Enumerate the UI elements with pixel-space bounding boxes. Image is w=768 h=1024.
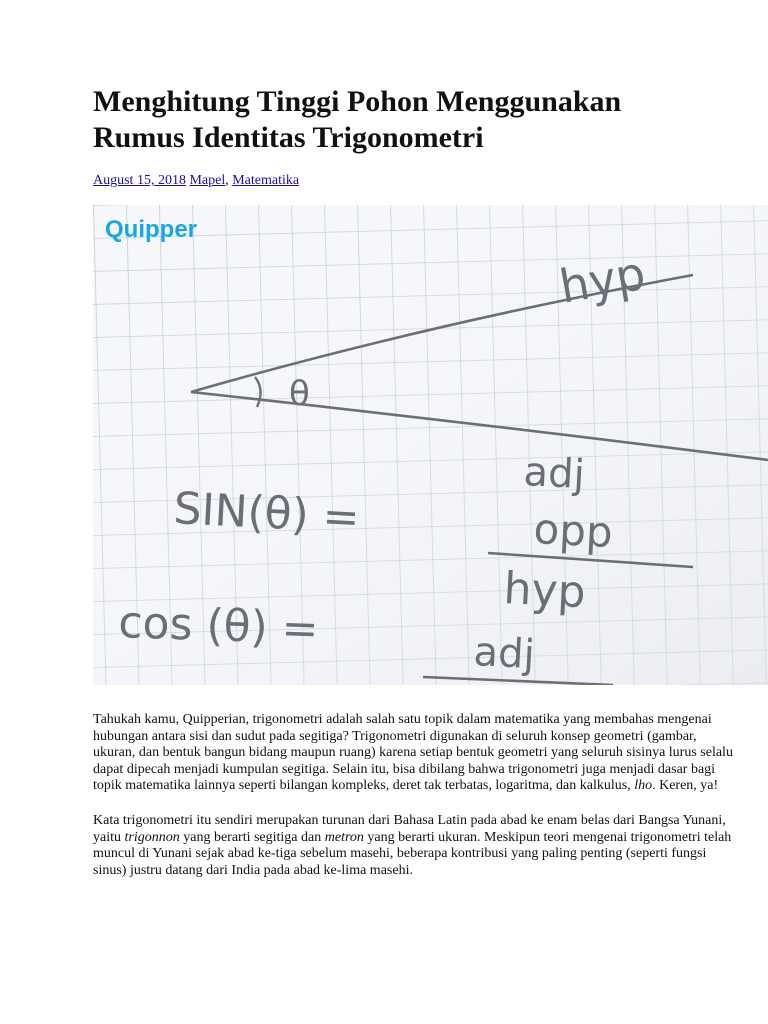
paragraph-intro-end: . Keren, ya! [652,778,719,794]
emphasis-metron: metron [324,829,364,845]
paragraph-etymology-mid: yang berarti segitiga dan [179,829,325,845]
category-link-matematika[interactable]: Matematika [232,173,300,188]
date-link[interactable]: August 15, 2018 [93,173,186,188]
sin-numerator: opp [532,504,614,558]
cos-numerator: adj [472,629,536,679]
cos-formula: cos (θ) = [117,597,320,655]
label-theta: θ [289,374,310,414]
paragraph-intro [93,712,733,795]
graph-paper-illustration [93,205,768,685]
paragraph-intro-text: Tahukah kamu, Quipperian, trigonometri adalah salah satu topik dalam matematika yang membahas mengenai hubungan antara sisi dan sudut pada segitiga? Trigonometri digunakan di seluruh konsep geometri (gambar, ukuran, dan bentuk bangun bidang maupun ruang) karena setiap bentuk geometri yang seluruh sisinya lurus selalu dapat dipecah menjadi kumpulan segitiga. Selain itu, bisa dibilang bahwa trigonometri juga menjadi dasar bagi topik matematika lainnya seperti bilangan kompleks, deret tak terbatas, logaritma, dan kalkulus, [93,712,733,794]
article-title: Menghitung Tinggi Pohon Menggunakan Rumus Identitas Trigonometri [93,85,622,154]
featured-image [93,205,768,685]
sin-formula: SIN(θ) = [172,483,361,544]
category-link-mapel[interactable]: Mapel [189,173,226,188]
paragraph-etymology-end: yang berarti ukuran. Meskipun teori mengenai trigonometri telah muncul di Yunani sejak abad ke-tiga sebelum masehi, beberapa kontribusi yang paling penting (seperti fungsi sinus) justru datang dari India pada abad ke-lima masehi. [93,829,732,878]
article-body [93,712,733,897]
article-meta [93,172,299,190]
category-separator: , [225,173,229,188]
paragraph-etymology-text: Kata trigonometri itu sendiri merupakan turunan dari Bahasa Latin pada abad ke enam belas dari Bangsa Yunani, yaitu [93,812,726,845]
quipper-logo: Quipper [105,216,198,243]
label-hyp: hyp [555,245,650,314]
emphasis-lho: lho [634,778,653,794]
label-adj: adj [522,449,586,499]
paragraph-etymology [93,813,733,879]
sin-denominator: hyp [502,563,587,619]
emphasis-trigonnon: trigonnon [124,829,180,845]
